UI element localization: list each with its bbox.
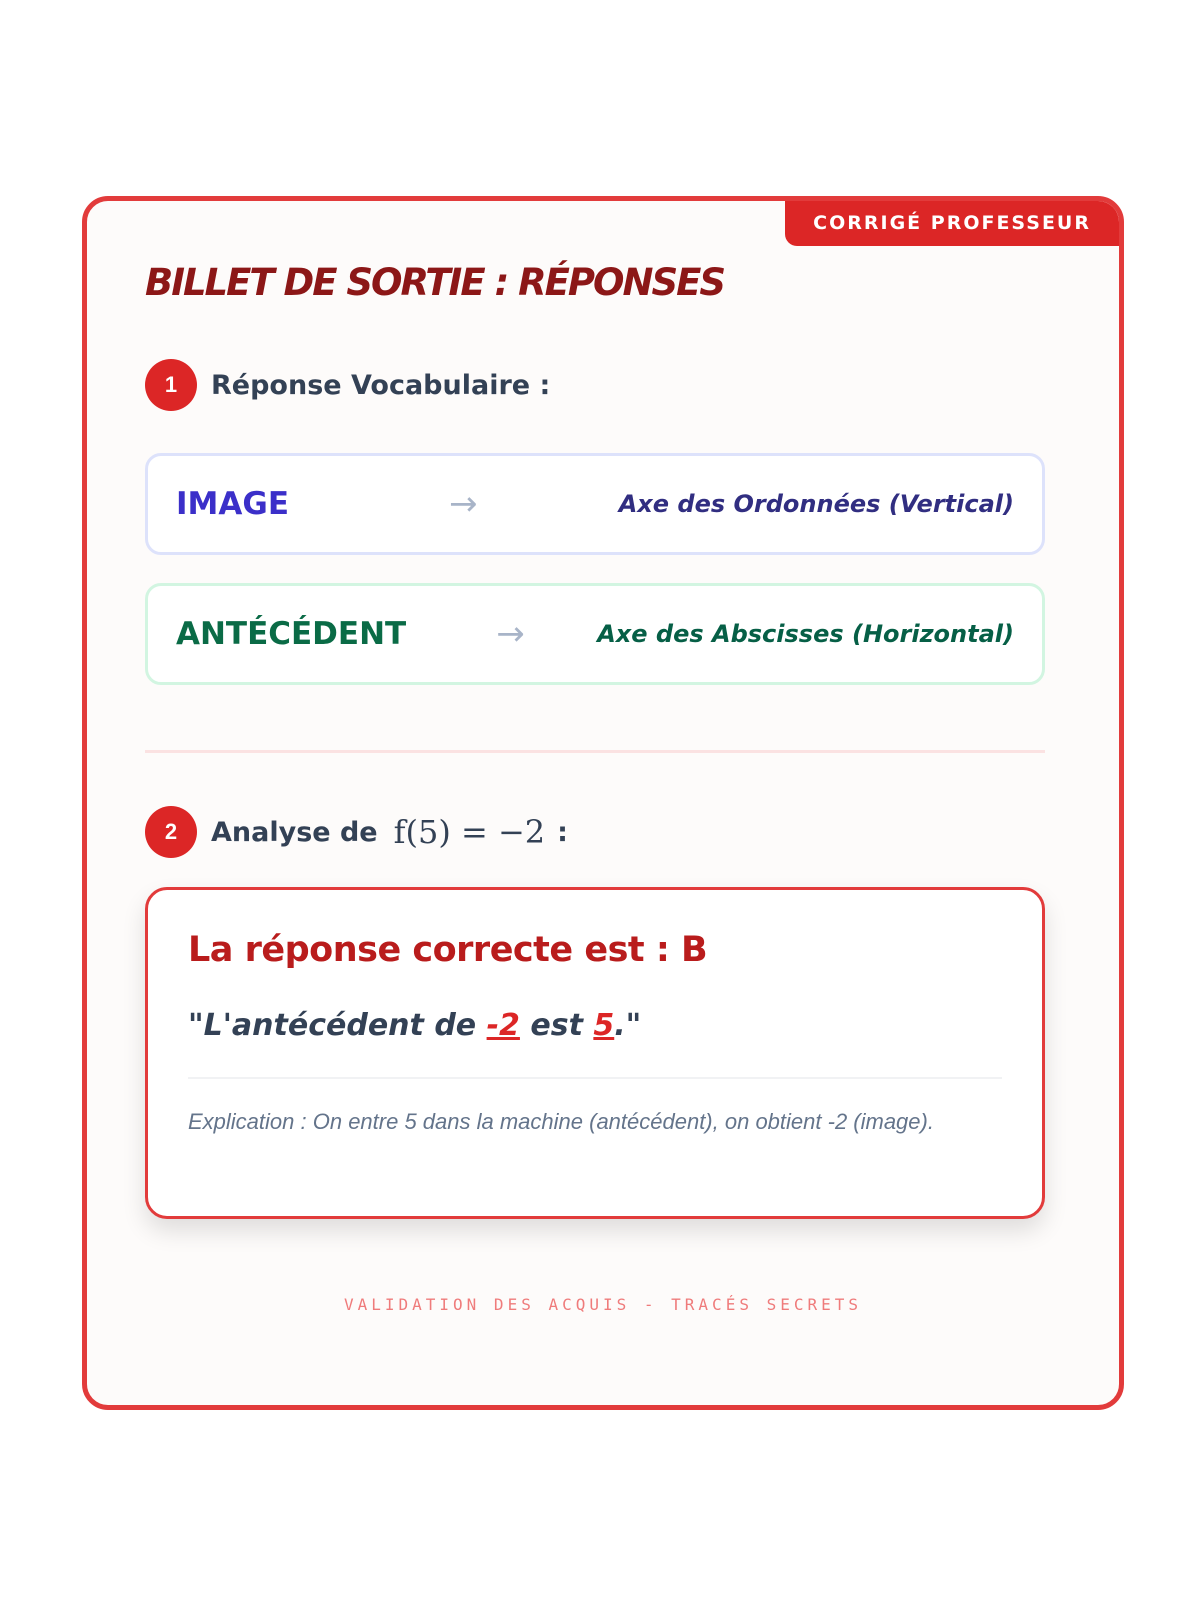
question-2-header xyxy=(145,806,568,858)
vocab-axis-abscissa: Axe des Abscisses (Horizontal) xyxy=(597,620,1014,648)
quote-open: "L'antécédent de xyxy=(188,1008,487,1043)
vocab-axis-ordinate: Axe des Ordonnées (Vertical) xyxy=(618,490,1014,518)
arrow-right-icon: → xyxy=(449,484,478,524)
correct-answer-title: La réponse correcte est : B xyxy=(188,930,708,970)
vocab-term-image: IMAGE xyxy=(176,486,289,522)
vocab-term-antecedent: ANTÉCÉDENT xyxy=(176,616,407,652)
question-2-colon: : xyxy=(557,816,568,848)
question-1-label: Réponse Vocabulaire : xyxy=(211,369,551,401)
vocab-row-image xyxy=(145,453,1045,555)
page-title: BILLET DE SORTIE : RÉPONSES xyxy=(145,261,725,304)
vocab-row-antecedent xyxy=(145,583,1045,685)
section-divider xyxy=(145,750,1045,753)
footer-caption: VALIDATION DES ACQUIS - TRACÉS SECRETS xyxy=(343,1295,863,1314)
question-1-number-badge: 1 xyxy=(145,359,197,411)
quote-value-antecedent: 5 xyxy=(593,1008,615,1043)
question-1-header xyxy=(145,359,550,411)
quote-close: ." xyxy=(614,1008,642,1043)
answer-separator xyxy=(188,1077,1002,1079)
question-2-math-expression: f(5) = −2 xyxy=(393,813,546,851)
quote-value-image: -2 xyxy=(486,1008,520,1043)
teacher-correction-badge: CORRIGÉ PROFESSEUR xyxy=(785,201,1119,246)
answer-card xyxy=(82,196,1124,1410)
question-2-number-badge: 2 xyxy=(145,806,197,858)
answer-quote xyxy=(188,1008,1002,1043)
quote-middle: est xyxy=(519,1008,594,1043)
correct-answer-box xyxy=(145,887,1045,1219)
answer-explanation: Explication : On entre 5 dans la machine (antécédent), on obtient -2 (image). xyxy=(188,1109,934,1134)
question-2-label: Analyse de xyxy=(211,816,378,848)
arrow-right-icon: → xyxy=(496,614,525,654)
